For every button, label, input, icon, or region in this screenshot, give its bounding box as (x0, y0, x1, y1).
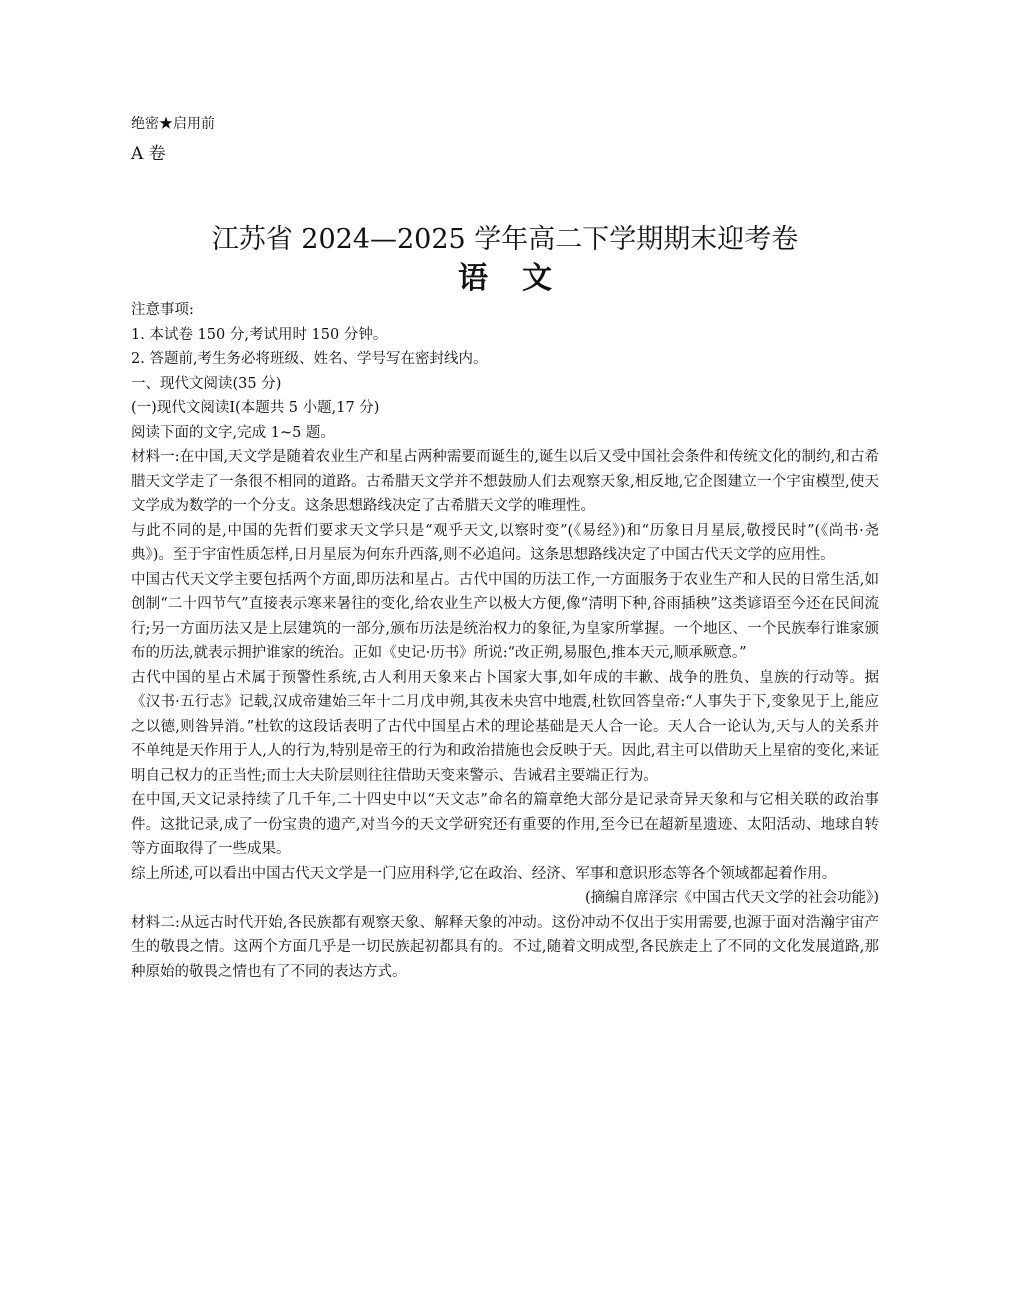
section-subheading: (一)现代文阅读Ⅰ(本题共 5 小题,17 分) (131, 400, 380, 416)
material-one-paragraph: 在中国,天文记录持续了几千年,二十四史中以“天文志”命名的篇章绝大部分是记录奇异天象和与它相关联的政治事件。这批记录,成了一份宝贵的遗产,对当今的天文学研究还有重要的作用,至今已在超新星遗迹、太阳活动、地球自转等方面取得了一些成果。 (131, 792, 879, 857)
section-heading: 一、现代文阅读(35 分) (131, 375, 282, 392)
reading-instruction: 阅读下面的文字,完成 1~5 题。 (131, 424, 335, 441)
material-one-paragraph: 综上所述,可以看出中国古代天文学是一门应用科学,它在政治、经济、军事和意识形态等各个领域都起着作用。 (131, 865, 837, 882)
exam-content (131, 298, 879, 984)
notice-item: 2. 答题前,考生务必将班级、姓名、学号写在密封线内。 (131, 351, 488, 367)
material-one-paragraph: 与此不同的是,中国的先哲们要求天文学只是“观乎天文,以察时变”(《易经》)和“历象日月星辰,敬授民时”(《尚书·尧典》)。至于宇宙性质怎样,日月星辰为何东升西落,则不必追问。这条思想路线决定了中国古代天文学的应用性。 (131, 522, 879, 563)
material-one-paragraph: 中国古代天文学主要包括两个方面,即历法和星占。古代中国的历法工作,一方面服务于农业生产和人民的日常生活,如创制“二十四节气”直接表示寒来暑往的变化,给农业生产以极大方便,像“清明下种,谷雨插秧”这类谚语至今还在民间流行;另一方面历法又是上层建筑的一部分,颁布历法是统治权力的象征,为皇家所掌握。一个地区、一个民族奉行谁家颁布的历法,就表示拥护谁家的统治。正如《史记·历书》所说:“改正朔,易服色,推本天元,顺承厥意。” (131, 571, 879, 661)
notice-heading: 注意事项: (131, 302, 194, 318)
subject-title: 语文 (458, 261, 586, 296)
material-one-paragraph: 材料一:在中国,天文学是随着农业生产和星占两种需要而诞生的,诞生以后又受中国社会条件和传统文化的制约,和古希腊天文学走了一条很不相同的道路。古希腊天文学并不想鼓励人们去观察天象,相反地,它企图建立一个宇宙模型,使天文学成为数学的一个分支。这条思想路线决定了古希腊天文学的唯理性。 (131, 449, 879, 514)
exam-title: 江苏省 2024—2025 学年高二下学期期末迎考卷 (211, 224, 799, 255)
material-two-paragraph: 材料二:从远古时代开始,各民族都有观察天象、解释天象的冲动。这份冲动不仅出于实用需要,也源于面对浩瀚宇宙产生的敬畏之情。这两个方面几乎是一切民族起初都具有的。不过,随着文明成型,各民族走上了不同的文化发展道路,那种原始的敬畏之情也有了不同的表达方式。 (131, 914, 879, 980)
paper-label: A 卷 (131, 144, 166, 164)
confidential-mark: 绝密★启用前 (131, 116, 215, 132)
notice-item: 1. 本试卷 150 分,考试用时 150 分钟。 (131, 326, 388, 343)
material-one-paragraph: 古代中国的星占术属于预警性系统,古人利用天象来占卜国家大事,如年成的丰歉、战争的胜负、皇族的行动等。据《汉书·五行志》记载,汉成帝建始三年十二月戊申朔,其夜未央宫中地震,杜钦回答皇帝:“人事失于下,变象见于上,能应之以德,则咎异消。”杜钦的这段话表明了古代中国星占术的理论基础是天人合一论。天人合一论认为,天与人的关系并不单纯是天作用于人,人的行为,特别是帝王的行为和政治措施也会反映于天。因此,君主可以借助天上星宿的变化,来证明自己权力的正当性;而士大夫阶层则往往借助天变来警示、告诫君主要端正行为。 (131, 669, 879, 784)
material-one-source: (摘编自席泽宗《中国古代天文学的社会功能》) (584, 890, 879, 906)
